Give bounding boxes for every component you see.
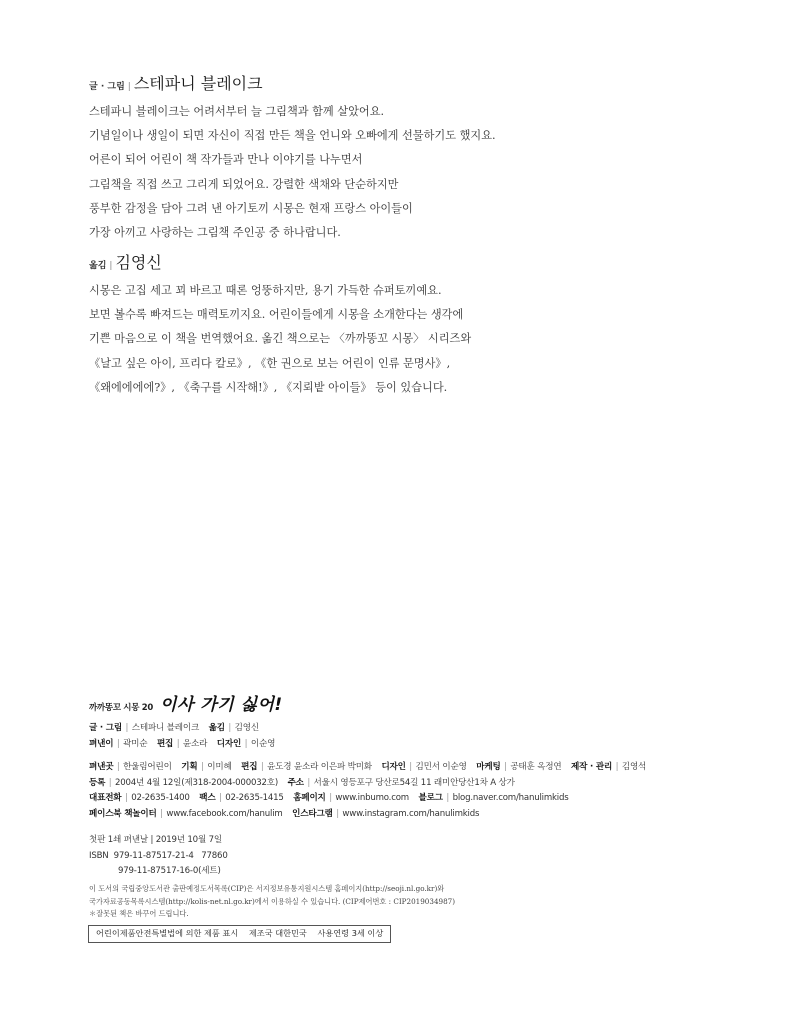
bio-line: 기념일이나 생일이 되면 자신이 직접 만든 책을 언니와 오빠에게 선물하기도 했지요. <box>89 129 496 143</box>
translator-bio <box>89 279 471 400</box>
credit-key: 편집 <box>241 762 258 772</box>
translator-name: 김영신 <box>115 253 162 272</box>
bio-line: 그림책을 직접 쓰고 그리게 되었어요. 강렬한 색채와 단순하지만 <box>89 177 399 191</box>
credit-value: 김민서 이순영 <box>415 762 467 772</box>
bio-line: 《왜에에에에?》, 《축구를 시작해!》, 《지뢰밭 아이들》 등이 있습니다. <box>89 380 448 394</box>
bio-line: 《날고 싶은 아이, 프리다 칼로》, 《한 권으로 보는 어린이 인류 문명사》, <box>89 356 451 370</box>
translator-role: 옮김 <box>89 261 107 271</box>
safety-label: 어린이제품안전특별법에 의한 제품 표시 <box>96 928 239 938</box>
bio-line: 보면 볼수록 빠져드는 매력토끼지요. 어린이들에게 시몽을 소개한다는 생각에 <box>89 308 464 322</box>
credit-value: 이미혜 <box>207 762 232 772</box>
credit-value: www.facebook.com/hanulim <box>166 808 283 819</box>
bio-line: 가장 아끼고 사랑하는 그림책 주인공 중 하나랍니다. <box>89 226 341 240</box>
credits-block <box>89 721 275 752</box>
divider: | <box>127 82 131 92</box>
credit-key: 홈페이지 <box>293 793 326 803</box>
cip-line: 국가자료공동목록시스템(http://kolis-net.nl.go.kr)에서 이용하실 수 있습니다. (CIP제어번호 : CIP2019034987) <box>89 896 456 906</box>
credit-value: 윤소라 <box>182 738 208 749</box>
credit-key: 디자인 <box>381 762 406 772</box>
bio-line: 풍부한 감정을 담아 그려 낸 아기토끼 시몽은 현재 프랑스 아이들이 <box>89 201 413 215</box>
bio-line: 어른이 되어 어린이 책 작가들과 만나 이야기를 나누면서 <box>89 153 363 167</box>
credit-key: 옮김 <box>208 723 225 733</box>
cip-notice <box>89 883 455 921</box>
credit-key: 등록 <box>89 777 106 788</box>
credit-value: 스테파니 블레이크 <box>131 723 200 733</box>
credit-key: 블로그 <box>418 793 443 803</box>
author-heading <box>89 71 263 94</box>
bio-line: 시몽은 고집 세고 꾀 바르고 때론 엉뚱하지만, 용기 가득한 슈퍼토끼예요. <box>89 284 442 297</box>
credit-key: 편집 <box>156 738 174 749</box>
credit-value: 김영석 <box>621 762 647 772</box>
credit-key: 대표전화 <box>89 793 122 803</box>
edition-block <box>89 833 228 880</box>
credit-value: 김영신 <box>234 723 259 733</box>
isbn-line: ISBN 979-11-87517-21-4 77860 <box>89 850 228 861</box>
credit-key: 인스타그램 <box>292 808 333 819</box>
translator-heading <box>89 250 162 273</box>
credit-key: 페이스북 책놀이터 <box>89 808 157 819</box>
credit-key: 제작 · 관리 <box>571 762 613 772</box>
credit-value: 02-2635-1400 <box>131 793 190 803</box>
credit-key: 마케팅 <box>476 762 501 772</box>
cip-line: ＊잘못된 책은 바꾸어 드립니다. <box>89 909 189 918</box>
credit-value: 2004년 4월 12일(제318-2004-000032호) <box>114 777 279 788</box>
credit-key: 펴낸곳 <box>89 762 114 772</box>
product-safety-label <box>88 925 391 943</box>
safety-age: 사용연령 3세 이상 <box>317 928 384 938</box>
social-row: 페이스북 책놀이터 | www.facebook.com/hanulim 인스타그램 | www.instagram.com/hanulimkids <box>89 808 480 819</box>
safety-maker: 제조국 대한민국 <box>248 928 307 938</box>
registration-row: 등록 | 2004년 4월 12일(제318-2004-000032호) 주소 | 서울시 영등포구 당산로54길 11 래미안당산1차 A 상가 <box>89 777 515 788</box>
cip-line: 이 도서의 국립중앙도서관 출판예정도서목록(CIP)은 서지정보유통지원시스템 홈페이지(http://seoji.nl.go.kr)와 <box>89 884 445 893</box>
credit-value: www.inbumo.com <box>335 793 409 803</box>
isbn-set-line: 979-11-87517-16-0(세트) <box>118 866 221 876</box>
edition-date: 첫판 1쇄 펴낸날 | 2019년 10월 7일 <box>89 835 222 845</box>
credit-value: 윤도경 윤소라 이은파 박미화 <box>267 762 372 772</box>
credit-value: 공태훈 옥정연 <box>510 762 562 772</box>
credit-key: 기획 <box>181 762 198 772</box>
contact-row: 대표전화 | 02-2635-1400 팩스 | 02-2635-1415 홈페이지 | www.inbumo.com 블로그 | blog.naver.com/hanulimkids <box>89 793 569 803</box>
author-bio <box>89 100 496 245</box>
credit-value: 02-2635-1415 <box>225 793 284 803</box>
author-role: 글 · 그림 <box>89 82 125 92</box>
credit-key: 디자인 <box>216 738 242 749</box>
credit-value: 이순영 <box>250 738 276 749</box>
bio-line: 스테파니 블레이크는 어려서부터 늘 그림책과 함께 살았어요. <box>89 105 385 118</box>
bio-line: 기쁜 마음으로 이 책을 번역했어요. 옮긴 책으로는 〈까까똥꼬 시몽〉 시리즈와 <box>89 332 472 346</box>
publisher-row: 펴낸곳 | 한울림어린이 기획 | 이미혜 편집 | 윤도경 윤소라 이은파 박미화 디자인 | 김민서 이순영 마케팅 | 공태훈 옥정연 제작 · 관리 | 김영석 <box>89 762 647 772</box>
book-series-title <box>89 690 283 715</box>
credit-key: 주소 <box>287 777 304 788</box>
divider: | <box>109 261 113 271</box>
book-title: 이사 가기 싫어! <box>160 695 283 715</box>
credits-row: 펴낸이 | 곽미순 편집 | 윤소라 디자인 | 이순영 <box>89 738 276 749</box>
credit-value: 서울시 영등포구 당산로54길 11 래미안당산1차 A 상가 <box>313 777 515 788</box>
credit-key: 글 · 그림 <box>89 723 122 733</box>
credit-value: blog.naver.com/hanulimkids <box>452 793 569 803</box>
credit-value: 한울림어린이 <box>123 762 172 772</box>
author-name: 스테파니 블레이크 <box>133 74 263 93</box>
credit-key: 팩스 <box>199 793 216 803</box>
credit-value: www.instagram.com/hanulimkids <box>342 808 480 819</box>
publisher-block <box>89 760 646 822</box>
credits-row: 글 · 그림 | 스테파니 블레이크 옮김 | 김영신 <box>89 723 259 733</box>
credit-value: 곽미순 <box>123 738 148 749</box>
series-label: 까까똥꼬 시몽 20 <box>89 703 154 713</box>
credit-key: 펴낸이 <box>89 738 114 749</box>
